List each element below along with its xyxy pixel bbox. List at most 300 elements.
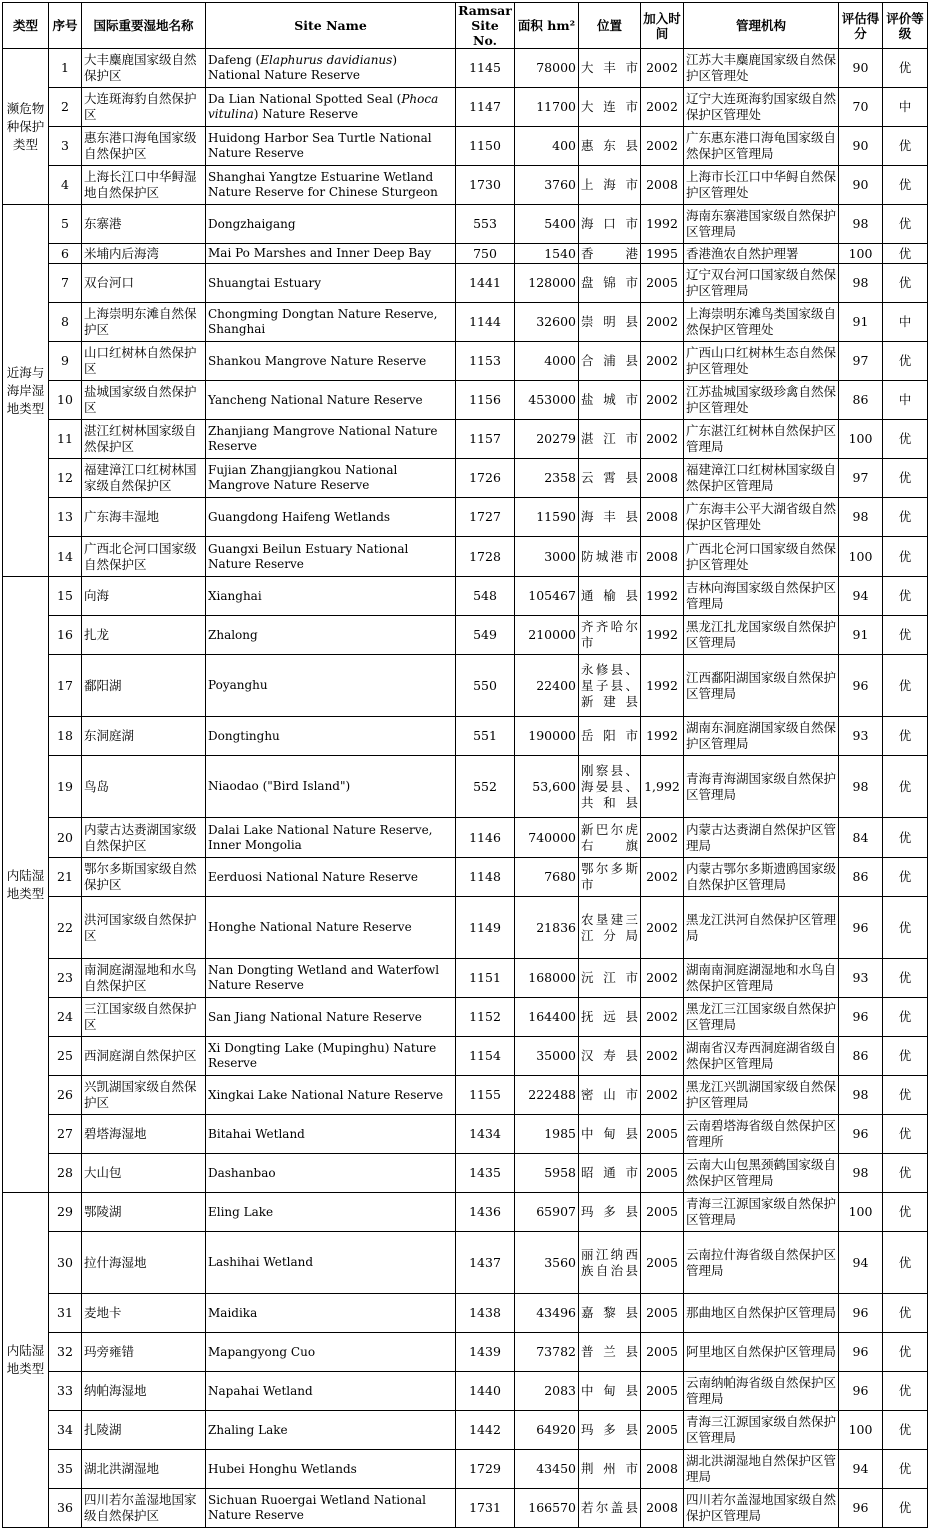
name-en-cell: Fujian Zhangjiangkou National Mangrove Nature Reserve bbox=[206, 459, 456, 498]
agency-cell: 湖北洪湖湿地自然保护区管理局 bbox=[684, 1450, 839, 1489]
agency-cell: 青海三江源国家级自然保护区管理局 bbox=[684, 1193, 839, 1232]
location-cell: 齐齐哈尔市 bbox=[579, 616, 641, 655]
ramsar-cell: 549 bbox=[456, 616, 515, 655]
location-cell: 嘉黎县 bbox=[579, 1294, 641, 1333]
area-cell: 78000 bbox=[515, 49, 579, 88]
agency-cell: 黑龙江洪河自然保护区管理局 bbox=[684, 897, 839, 959]
ramsar-cell: 1439 bbox=[456, 1333, 515, 1372]
location-cell: 大连市 bbox=[579, 88, 641, 127]
year-cell: 1992 bbox=[641, 577, 684, 616]
grade-cell: 中 bbox=[883, 88, 928, 127]
agency-cell: 福建漳江口红树林国家级自然保护区管理局 bbox=[684, 459, 839, 498]
score-cell: 97 bbox=[839, 342, 883, 381]
score-cell: 100 bbox=[839, 537, 883, 577]
score-cell: 98 bbox=[839, 205, 883, 244]
table-row bbox=[3, 166, 928, 205]
year-cell: 2008 bbox=[641, 459, 684, 498]
agency-cell: 内蒙古鄂尔多斯遗鸥国家级自然保护区管理局 bbox=[684, 858, 839, 897]
location-cell: 玛多县 bbox=[579, 1411, 641, 1450]
agency-cell: 那曲地区自然保护区管理局 bbox=[684, 1294, 839, 1333]
location-cell: 农垦建三江分局 bbox=[579, 897, 641, 959]
area-cell: 43450 bbox=[515, 1450, 579, 1489]
ramsar-cell: 1440 bbox=[456, 1372, 515, 1411]
name-cn-cell: 东洞庭湖 bbox=[82, 717, 206, 756]
year-cell: 1995 bbox=[641, 244, 684, 264]
year-cell: 2008 bbox=[641, 1450, 684, 1489]
seq-cell: 20 bbox=[49, 818, 82, 858]
location-cell: 海丰县 bbox=[579, 498, 641, 537]
grade-cell: 优 bbox=[883, 1115, 928, 1154]
area-cell: 53,600 bbox=[515, 756, 579, 818]
table-row bbox=[3, 1450, 928, 1489]
location-cell: 防城港市 bbox=[579, 537, 641, 577]
agency-cell: 广西北仑河口国家级自然保护区管理处 bbox=[684, 537, 839, 577]
table-row bbox=[3, 1333, 928, 1372]
location-cell: 鄂尔多斯市 bbox=[579, 858, 641, 897]
seq-cell: 22 bbox=[49, 897, 82, 959]
name-en-cell: Da Lian National Spotted Seal (Phoca vitulina) Nature Reserve bbox=[206, 88, 456, 127]
table-row bbox=[3, 616, 928, 655]
grade-cell: 优 bbox=[883, 244, 928, 264]
name-en-cell: Eerduosi National Nature Reserve bbox=[206, 858, 456, 897]
table-row bbox=[3, 1489, 928, 1528]
area-cell: 65907 bbox=[515, 1193, 579, 1232]
grade-cell: 优 bbox=[883, 1489, 928, 1528]
grade-cell: 优 bbox=[883, 616, 928, 655]
seq-cell: 24 bbox=[49, 998, 82, 1037]
table-row bbox=[3, 577, 928, 616]
seq-cell: 36 bbox=[49, 1489, 82, 1528]
area-cell: 3000 bbox=[515, 537, 579, 577]
ramsar-cell: 1149 bbox=[456, 897, 515, 959]
table-row bbox=[3, 1232, 928, 1294]
seq-cell: 6 bbox=[49, 244, 82, 264]
header-category: 类型 bbox=[3, 3, 49, 49]
area-cell: 105467 bbox=[515, 577, 579, 616]
score-cell: 90 bbox=[839, 127, 883, 166]
seq-cell: 13 bbox=[49, 498, 82, 537]
name-cn-cell: 山口红树林自然保护区 bbox=[82, 342, 206, 381]
grade-cell: 优 bbox=[883, 1333, 928, 1372]
table-row bbox=[3, 459, 928, 498]
grade-cell: 优 bbox=[883, 498, 928, 537]
name-cn-cell: 福建漳江口红树林国家级自然保护区 bbox=[82, 459, 206, 498]
year-cell: 2005 bbox=[641, 1193, 684, 1232]
agency-cell: 云南碧塔海省级自然保护区管理所 bbox=[684, 1115, 839, 1154]
ramsar-cell: 1438 bbox=[456, 1294, 515, 1333]
table-row bbox=[3, 88, 928, 127]
name-cn-cell: 上海长江口中华鲟湿地自然保护区 bbox=[82, 166, 206, 205]
agency-cell: 黑龙江三江国家级自然保护区管理局 bbox=[684, 998, 839, 1037]
table-row bbox=[3, 897, 928, 959]
score-cell: 96 bbox=[839, 897, 883, 959]
score-cell: 91 bbox=[839, 616, 883, 655]
table-row bbox=[3, 49, 928, 88]
table-row bbox=[3, 127, 928, 166]
score-cell: 94 bbox=[839, 1232, 883, 1294]
location-cell: 盘锦市 bbox=[579, 264, 641, 303]
ramsar-cell: 1156 bbox=[456, 381, 515, 420]
grade-cell: 优 bbox=[883, 1076, 928, 1115]
score-cell: 86 bbox=[839, 858, 883, 897]
category-cell: 内陆湿地类型 bbox=[3, 577, 49, 1193]
ramsar-cell: 1152 bbox=[456, 998, 515, 1037]
agency-cell: 云南拉什海省级自然保护区管理局 bbox=[684, 1232, 839, 1294]
name-en-cell: Poyanghu bbox=[206, 655, 456, 717]
table-row bbox=[3, 998, 928, 1037]
name-cn-cell: 麦地卡 bbox=[82, 1294, 206, 1333]
name-cn-cell: 兴凯湖国家级自然保护区 bbox=[82, 1076, 206, 1115]
ramsar-cell: 548 bbox=[456, 577, 515, 616]
location-cell: 玛多县 bbox=[579, 1193, 641, 1232]
area-cell: 35000 bbox=[515, 1037, 579, 1076]
name-en-cell: Dafeng (Elaphurus davidianus) National Nature Reserve bbox=[206, 49, 456, 88]
name-cn-cell: 湖北洪湖湿地 bbox=[82, 1450, 206, 1489]
area-cell: 2358 bbox=[515, 459, 579, 498]
location-cell: 抚远县 bbox=[579, 998, 641, 1037]
header-agency: 管理机构 bbox=[684, 3, 839, 49]
name-cn-cell: 东寨港 bbox=[82, 205, 206, 244]
header-score: 评估得分 bbox=[839, 3, 883, 49]
name-cn-cell: 洪河国家级自然保护区 bbox=[82, 897, 206, 959]
ramsar-cell: 552 bbox=[456, 756, 515, 818]
score-cell: 90 bbox=[839, 49, 883, 88]
score-cell: 97 bbox=[839, 459, 883, 498]
area-cell: 190000 bbox=[515, 717, 579, 756]
year-cell: 2002 bbox=[641, 49, 684, 88]
agency-cell: 江西鄱阳湖国家级自然保护区管理局 bbox=[684, 655, 839, 717]
seq-cell: 27 bbox=[49, 1115, 82, 1154]
header-year: 加入时间 bbox=[641, 3, 684, 49]
table-row bbox=[3, 381, 928, 420]
location-cell: 密山市 bbox=[579, 1076, 641, 1115]
year-cell: 2008 bbox=[641, 537, 684, 577]
header-ramsar: Ramsar Site No. bbox=[456, 3, 515, 49]
grade-cell: 优 bbox=[883, 1232, 928, 1294]
location-cell: 若尔盖县 bbox=[579, 1489, 641, 1528]
grade-cell: 优 bbox=[883, 166, 928, 205]
name-en-cell: Mai Po Marshes and Inner Deep Bay bbox=[206, 244, 456, 264]
seq-cell: 23 bbox=[49, 959, 82, 998]
name-en-cell: Zhalong bbox=[206, 616, 456, 655]
grade-cell: 优 bbox=[883, 1411, 928, 1450]
table-row bbox=[3, 205, 928, 244]
agency-cell: 黑龙江扎龙国家级自然保护区管理局 bbox=[684, 616, 839, 655]
name-en-cell: Zhanjiang Mangrove National Nature Reserve bbox=[206, 420, 456, 459]
grade-cell: 优 bbox=[883, 858, 928, 897]
area-cell: 11700 bbox=[515, 88, 579, 127]
location-cell: 惠东县 bbox=[579, 127, 641, 166]
name-cn-cell: 惠东港口海龟国家级自然保护区 bbox=[82, 127, 206, 166]
table-row bbox=[3, 1372, 928, 1411]
seq-cell: 31 bbox=[49, 1294, 82, 1333]
name-cn-cell: 玛旁雍错 bbox=[82, 1333, 206, 1372]
area-cell: 128000 bbox=[515, 264, 579, 303]
year-cell: 2005 bbox=[641, 1411, 684, 1450]
area-cell: 1540 bbox=[515, 244, 579, 264]
name-en-cell: Zhaling Lake bbox=[206, 1411, 456, 1450]
table-row bbox=[3, 818, 928, 858]
grade-cell: 优 bbox=[883, 577, 928, 616]
year-cell: 2002 bbox=[641, 381, 684, 420]
ramsar-cell: 550 bbox=[456, 655, 515, 717]
wetland-table bbox=[2, 2, 928, 1528]
name-en-cell: Napahai Wetland bbox=[206, 1372, 456, 1411]
name-en-cell: Bitahai Wetland bbox=[206, 1115, 456, 1154]
location-cell: 合浦县 bbox=[579, 342, 641, 381]
seq-cell: 34 bbox=[49, 1411, 82, 1450]
score-cell: 96 bbox=[839, 1115, 883, 1154]
ramsar-cell: 1435 bbox=[456, 1154, 515, 1193]
seq-cell: 10 bbox=[49, 381, 82, 420]
name-cn-cell: 内蒙古达赉湖国家级自然保护区 bbox=[82, 818, 206, 858]
header-seq: 序号 bbox=[49, 3, 82, 49]
ramsar-cell: 551 bbox=[456, 717, 515, 756]
score-cell: 93 bbox=[839, 717, 883, 756]
seq-cell: 1 bbox=[49, 49, 82, 88]
seq-cell: 9 bbox=[49, 342, 82, 381]
area-cell: 21836 bbox=[515, 897, 579, 959]
score-cell: 100 bbox=[839, 1193, 883, 1232]
year-cell: 1992 bbox=[641, 616, 684, 655]
area-cell: 64920 bbox=[515, 1411, 579, 1450]
agency-cell: 广东湛江红树林自然保护区管理局 bbox=[684, 420, 839, 459]
table-row bbox=[3, 1294, 928, 1333]
agency-cell: 青海三江源国家级自然保护区管理局 bbox=[684, 1411, 839, 1450]
grade-cell: 优 bbox=[883, 1037, 928, 1076]
name-en-cell: Honghe National Nature Reserve bbox=[206, 897, 456, 959]
name-en-cell: Dongtinghu bbox=[206, 717, 456, 756]
grade-cell: 优 bbox=[883, 205, 928, 244]
area-cell: 166570 bbox=[515, 1489, 579, 1528]
agency-cell: 湖南东洞庭湖国家级自然保护区管理局 bbox=[684, 717, 839, 756]
year-cell: 2005 bbox=[641, 1154, 684, 1193]
name-cn-cell: 湛江红树林国家级自然保护区 bbox=[82, 420, 206, 459]
name-en-cell: Dalai Lake National Nature Reserve, Inner Mongolia bbox=[206, 818, 456, 858]
grade-cell: 优 bbox=[883, 127, 928, 166]
location-cell: 大丰市 bbox=[579, 49, 641, 88]
year-cell: 1992 bbox=[641, 205, 684, 244]
location-cell: 盐城市 bbox=[579, 381, 641, 420]
area-cell: 7680 bbox=[515, 858, 579, 897]
name-en-cell: Hubei Honghu Wetlands bbox=[206, 1450, 456, 1489]
table-row bbox=[3, 1154, 928, 1193]
agency-cell: 广西山口红树林生态自然保护区管理处 bbox=[684, 342, 839, 381]
agency-cell: 阿里地区自然保护区管理局 bbox=[684, 1333, 839, 1372]
name-cn-cell: 碧塔海湿地 bbox=[82, 1115, 206, 1154]
name-cn-cell: 纳帕海湿地 bbox=[82, 1372, 206, 1411]
area-cell: 210000 bbox=[515, 616, 579, 655]
seq-cell: 14 bbox=[49, 537, 82, 577]
table-row bbox=[3, 1193, 928, 1232]
ramsar-cell: 1731 bbox=[456, 1489, 515, 1528]
table-row bbox=[3, 858, 928, 897]
header-area: 面积 hm² bbox=[515, 3, 579, 49]
grade-cell: 中 bbox=[883, 381, 928, 420]
name-en-cell: Dashanbao bbox=[206, 1154, 456, 1193]
name-en-cell: Huidong Harbor Sea Turtle National Nature Reserve bbox=[206, 127, 456, 166]
area-cell: 32600 bbox=[515, 303, 579, 342]
year-cell: 2005 bbox=[641, 1333, 684, 1372]
score-cell: 94 bbox=[839, 1450, 883, 1489]
agency-cell: 吉林向海国家级自然保护区管理局 bbox=[684, 577, 839, 616]
seq-cell: 25 bbox=[49, 1037, 82, 1076]
name-cn-cell: 鄂尔多斯国家级自然保护区 bbox=[82, 858, 206, 897]
agency-cell: 江苏盐城国家级珍禽自然保护区管理处 bbox=[684, 381, 839, 420]
area-cell: 164400 bbox=[515, 998, 579, 1037]
agency-cell: 辽宁双台河口国家级自然保护区管理局 bbox=[684, 264, 839, 303]
area-cell: 5400 bbox=[515, 205, 579, 244]
name-cn-cell: 大连斑海豹自然保护区 bbox=[82, 88, 206, 127]
seq-cell: 28 bbox=[49, 1154, 82, 1193]
ramsar-cell: 553 bbox=[456, 205, 515, 244]
seq-cell: 8 bbox=[49, 303, 82, 342]
table-row bbox=[3, 244, 928, 264]
name-cn-cell: 三江国家级自然保护区 bbox=[82, 998, 206, 1037]
name-en-cell: San Jiang National Nature Reserve bbox=[206, 998, 456, 1037]
seq-cell: 16 bbox=[49, 616, 82, 655]
header-name-cn: 国际重要湿地名称 bbox=[82, 3, 206, 49]
name-en-cell: Xianghai bbox=[206, 577, 456, 616]
ramsar-cell: 1150 bbox=[456, 127, 515, 166]
name-en-cell: Dongzhaigang bbox=[206, 205, 456, 244]
score-cell: 96 bbox=[839, 1489, 883, 1528]
location-cell: 丽江纳西族自治县 bbox=[579, 1232, 641, 1294]
seq-cell: 29 bbox=[49, 1193, 82, 1232]
grade-cell: 优 bbox=[883, 49, 928, 88]
grade-cell: 优 bbox=[883, 897, 928, 959]
year-cell: 1,992 bbox=[641, 756, 684, 818]
ramsar-cell: 1434 bbox=[456, 1115, 515, 1154]
ramsar-cell: 1147 bbox=[456, 88, 515, 127]
location-cell: 中甸县 bbox=[579, 1372, 641, 1411]
seq-cell: 4 bbox=[49, 166, 82, 205]
score-cell: 70 bbox=[839, 88, 883, 127]
ramsar-cell: 1151 bbox=[456, 959, 515, 998]
area-cell: 73782 bbox=[515, 1333, 579, 1372]
score-cell: 93 bbox=[839, 959, 883, 998]
score-cell: 98 bbox=[839, 1154, 883, 1193]
score-cell: 100 bbox=[839, 1411, 883, 1450]
header-row bbox=[3, 3, 928, 49]
grade-cell: 优 bbox=[883, 717, 928, 756]
seq-cell: 11 bbox=[49, 420, 82, 459]
header-name-en: Site Name bbox=[206, 3, 456, 49]
grade-cell: 优 bbox=[883, 342, 928, 381]
name-en-cell: Sichuan Ruoergai Wetland National Nature Reserve bbox=[206, 1489, 456, 1528]
area-cell: 3560 bbox=[515, 1232, 579, 1294]
ramsar-cell: 1155 bbox=[456, 1076, 515, 1115]
name-cn-cell: 米埔内后海湾 bbox=[82, 244, 206, 264]
seq-cell: 33 bbox=[49, 1372, 82, 1411]
name-cn-cell: 双台河口 bbox=[82, 264, 206, 303]
area-cell: 43496 bbox=[515, 1294, 579, 1333]
agency-cell: 香港渔农自然护理署 bbox=[684, 244, 839, 264]
score-cell: 96 bbox=[839, 1294, 883, 1333]
score-cell: 96 bbox=[839, 998, 883, 1037]
score-cell: 96 bbox=[839, 655, 883, 717]
seq-cell: 3 bbox=[49, 127, 82, 166]
agency-cell: 云南纳帕海省级自然保护区管理局 bbox=[684, 1372, 839, 1411]
ramsar-cell: 1145 bbox=[456, 49, 515, 88]
location-cell: 荆州市 bbox=[579, 1450, 641, 1489]
agency-cell: 江苏大丰麋鹿国家级自然保护区管理处 bbox=[684, 49, 839, 88]
seq-cell: 30 bbox=[49, 1232, 82, 1294]
seq-cell: 18 bbox=[49, 717, 82, 756]
name-cn-cell: 鸟岛 bbox=[82, 756, 206, 818]
location-cell: 中甸县 bbox=[579, 1115, 641, 1154]
area-cell: 453000 bbox=[515, 381, 579, 420]
score-cell: 94 bbox=[839, 577, 883, 616]
grade-cell: 优 bbox=[883, 1154, 928, 1193]
grade-cell: 中 bbox=[883, 303, 928, 342]
location-cell: 岳阳市 bbox=[579, 717, 641, 756]
ramsar-cell: 1729 bbox=[456, 1450, 515, 1489]
grade-cell: 优 bbox=[883, 959, 928, 998]
header-location: 位置 bbox=[579, 3, 641, 49]
ramsar-cell: 1727 bbox=[456, 498, 515, 537]
location-cell: 昭通市 bbox=[579, 1154, 641, 1193]
year-cell: 2002 bbox=[641, 420, 684, 459]
category-cell: 内陆湿地类型 bbox=[3, 1193, 49, 1528]
name-en-cell: Chongming Dongtan Nature Reserve, Shanghai bbox=[206, 303, 456, 342]
score-cell: 98 bbox=[839, 1076, 883, 1115]
table-row bbox=[3, 342, 928, 381]
agency-cell: 青海青海湖国家级自然保护区管理局 bbox=[684, 756, 839, 818]
ramsar-cell: 750 bbox=[456, 244, 515, 264]
area-cell: 22400 bbox=[515, 655, 579, 717]
score-cell: 100 bbox=[839, 420, 883, 459]
ramsar-cell: 1442 bbox=[456, 1411, 515, 1450]
location-cell: 上海市 bbox=[579, 166, 641, 205]
area-cell: 20279 bbox=[515, 420, 579, 459]
location-cell: 沅江市 bbox=[579, 959, 641, 998]
name-en-cell: Shanghai Yangtze Estuarine Wetland Nature Reserve for Chinese Sturgeon bbox=[206, 166, 456, 205]
table-row bbox=[3, 1115, 928, 1154]
year-cell: 2005 bbox=[641, 1232, 684, 1294]
year-cell: 2005 bbox=[641, 1115, 684, 1154]
location-cell: 通榆县 bbox=[579, 577, 641, 616]
year-cell: 2005 bbox=[641, 264, 684, 303]
name-en-cell: Guangdong Haifeng Wetlands bbox=[206, 498, 456, 537]
location-cell: 永修县、星子县、新建县 bbox=[579, 655, 641, 717]
name-cn-cell: 广东海丰湿地 bbox=[82, 498, 206, 537]
name-cn-cell: 鄱阳湖 bbox=[82, 655, 206, 717]
grade-cell: 优 bbox=[883, 1294, 928, 1333]
category-cell: 濒危物种保护类型 bbox=[3, 49, 49, 205]
grade-cell: 优 bbox=[883, 756, 928, 818]
year-cell: 1992 bbox=[641, 717, 684, 756]
table-row bbox=[3, 264, 928, 303]
name-en-cell: Niaodao ("Bird Island") bbox=[206, 756, 456, 818]
name-cn-cell: 扎陵湖 bbox=[82, 1411, 206, 1450]
area-cell: 4000 bbox=[515, 342, 579, 381]
seq-cell: 15 bbox=[49, 577, 82, 616]
ramsar-cell: 1154 bbox=[456, 1037, 515, 1076]
grade-cell: 优 bbox=[883, 264, 928, 303]
year-cell: 2008 bbox=[641, 1489, 684, 1528]
score-cell: 100 bbox=[839, 244, 883, 264]
ramsar-cell: 1146 bbox=[456, 818, 515, 858]
category-cell: 近海与海岸湿地类型 bbox=[3, 205, 49, 577]
name-cn-cell: 四川若尔盖湿地国家级自然保护区 bbox=[82, 1489, 206, 1528]
score-cell: 86 bbox=[839, 1037, 883, 1076]
name-en-cell: Maidika bbox=[206, 1294, 456, 1333]
name-cn-cell: 广西北仑河口国家级自然保护区 bbox=[82, 537, 206, 577]
location-cell: 崇明县 bbox=[579, 303, 641, 342]
seq-cell: 2 bbox=[49, 88, 82, 127]
name-cn-cell: 盐城国家级自然保护区 bbox=[82, 381, 206, 420]
